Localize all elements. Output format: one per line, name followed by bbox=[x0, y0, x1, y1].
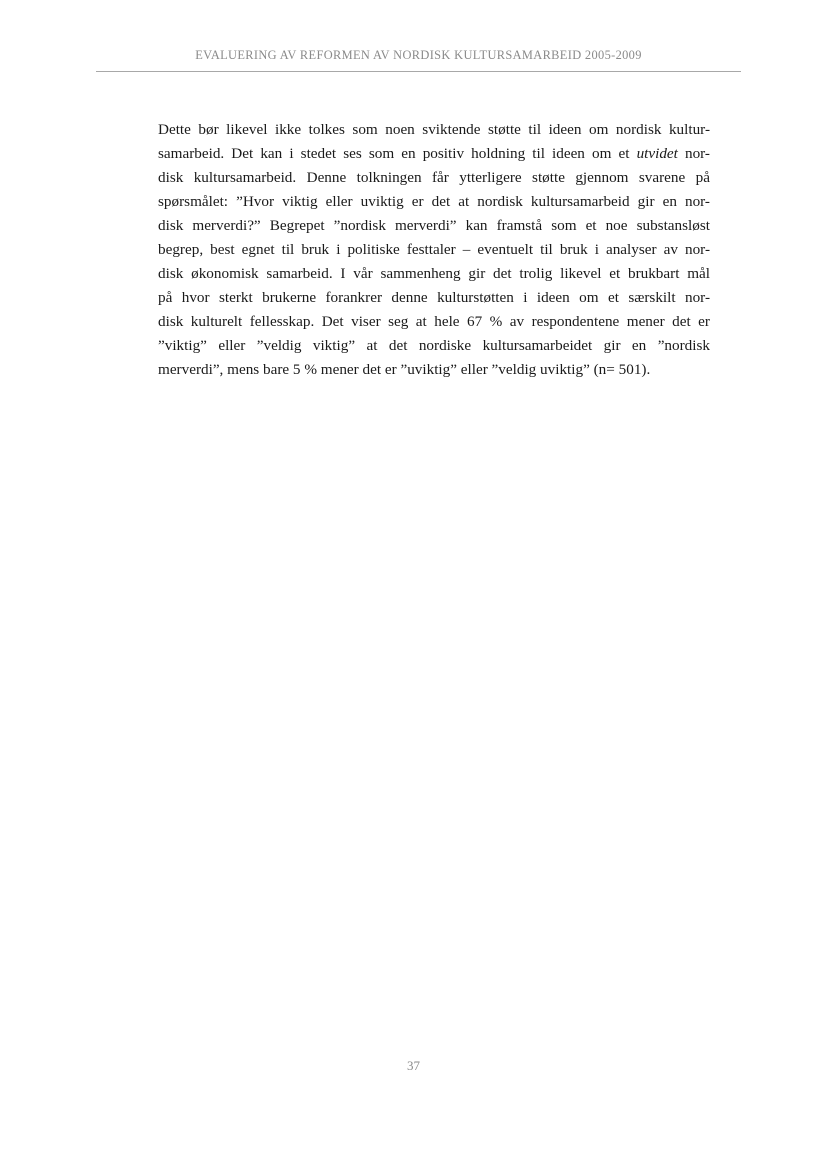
header-divider bbox=[96, 71, 741, 72]
paragraph-line: ”viktig” eller ”veldig viktig” at det nordiske kultursamarbeidet gir en ”nordisk bbox=[158, 337, 710, 354]
paragraph-line: disk merverdi?” Begrepet ”nordisk merverdi” kan framstå som et noe substansløst bbox=[158, 217, 710, 234]
emphasized-word: utvidet bbox=[636, 145, 678, 162]
paragraph-line: disk kultursamarbeid. Denne tolkningen får ytterligere støtte gjennom svarene på bbox=[158, 169, 710, 186]
paragraph-line-text: samarbeid. Det kan i stedet ses som en positiv holdning til ideen om et bbox=[158, 145, 637, 162]
paragraph-line: disk kulturelt fellesskap. Det viser seg at hele 67 % av respondentene mener det er bbox=[158, 313, 710, 330]
paragraph-line: på hvor sterkt brukerne forankrer denne kulturstøtten i ideen om et særskilt nor- bbox=[158, 289, 710, 306]
paragraph-line: merverdi”, mens bare 5 % mener det er ”uviktig” eller ”veldig uviktig” (n= 501). bbox=[158, 361, 651, 378]
paragraph-line: disk økonomisk samarbeid. I vår sammenheng gir det trolig likevel et brukbart mål bbox=[158, 265, 710, 282]
paragraph-line: Dette bør likevel ikke tolkes som noen sviktende støtte til ideen om nordisk kultur- bbox=[158, 121, 710, 138]
paragraph-line bbox=[158, 142, 710, 166]
paragraph-line: spørsmålet: ”Hvor viktig eller uviktig er det at nordisk kultursamarbeid gir en nor- bbox=[158, 193, 710, 210]
paragraph-line-text: nor- bbox=[677, 145, 710, 162]
paragraph-line: begrep, best egnet til bruk i politiske festtaler – eventuelt til bruk i analyser av nor- bbox=[158, 241, 710, 258]
running-header-title: EVALUERING AV REFORMEN AV NORDISK KULTURSAMARBEID 2005-2009 bbox=[195, 48, 642, 62]
body-paragraph bbox=[158, 118, 710, 382]
page-number: 37 bbox=[407, 1058, 420, 1073]
